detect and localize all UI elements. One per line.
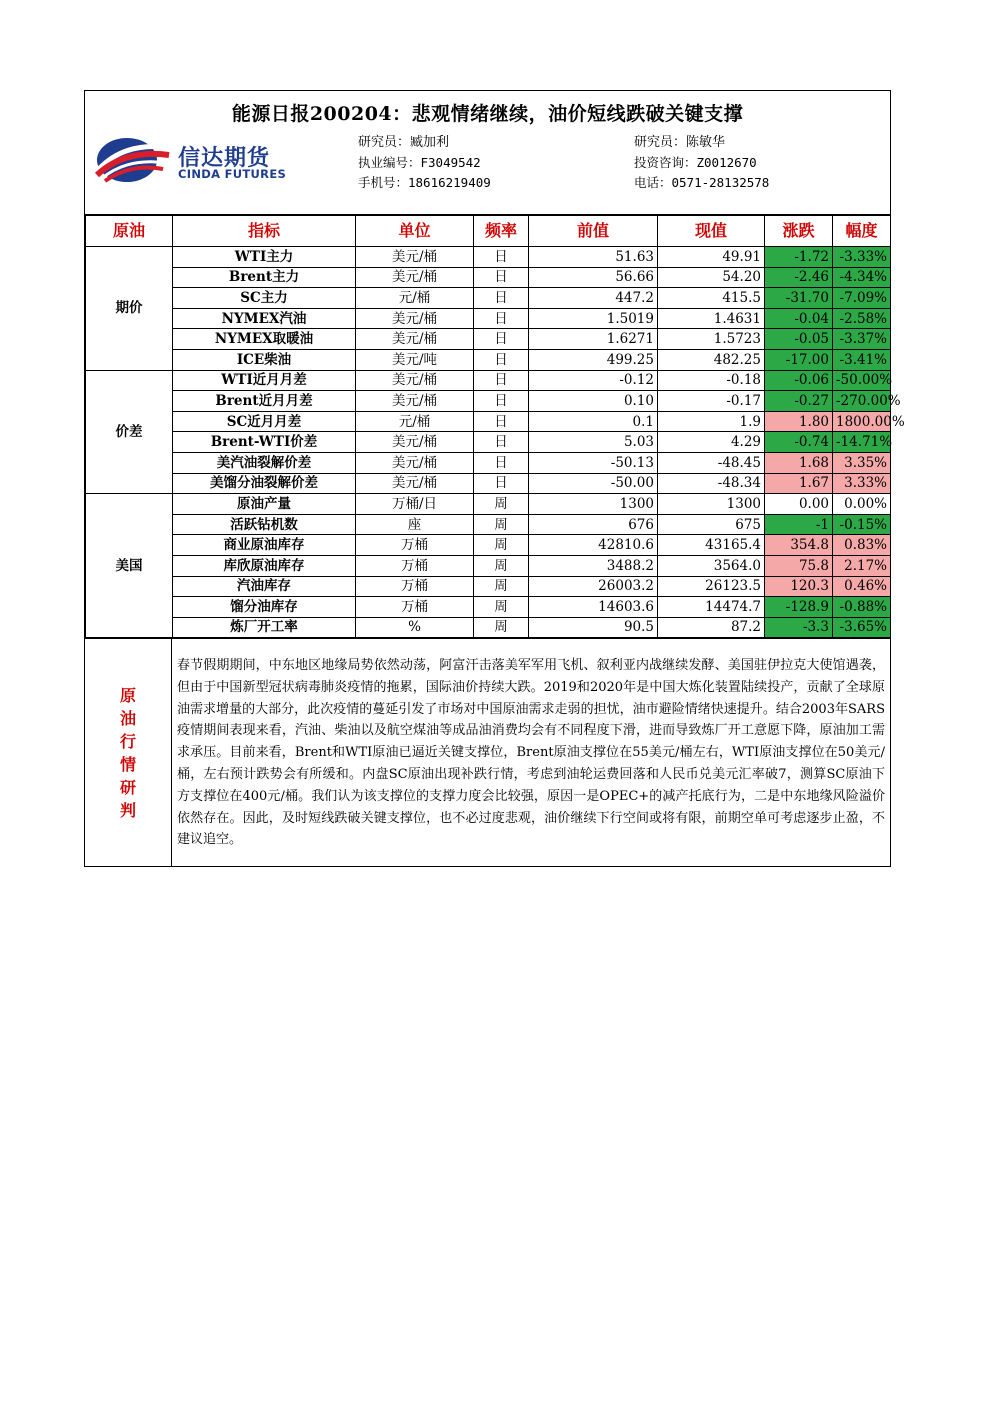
table-row [86,411,891,432]
current-value-cell: 54.20 [658,267,765,288]
table-row [86,288,891,309]
unit-cell: 万桶/日 [356,494,474,515]
analysis-label [85,639,172,866]
current-value-cell: 482.25 [658,349,765,370]
change-cell: -0.74 [765,432,833,453]
col-header-change: 涨跌 [765,216,833,247]
change-cell: -0.04 [765,308,833,329]
previous-value-cell: 1.5019 [529,308,658,329]
frequency-cell: 日 [474,391,529,412]
indicator-cell: Brent-WTI价差 [173,432,356,453]
frequency-cell: 周 [474,514,529,535]
unit-cell: 美元/桶 [356,308,474,329]
change-cell: 354.8 [765,535,833,556]
analysis-label-char: 判 [119,800,136,820]
frequency-cell: 日 [474,247,529,268]
percent-change-cell: 2.17% [833,555,891,576]
analyst-block-1 [358,133,491,193]
analysis-label-char: 研 [119,777,136,797]
percent-change-cell: -50.00% [833,370,891,391]
change-cell: -0.27 [765,391,833,412]
report-sheet [84,90,905,867]
change-cell: 1.80 [765,411,833,432]
previous-value-cell: 3488.2 [529,555,658,576]
frequency-cell: 日 [474,267,529,288]
current-value-cell: -0.18 [658,370,765,391]
col-header-previous: 前值 [529,216,658,247]
table-row [86,349,891,370]
analysis-label-char: 情 [119,754,136,774]
current-value-cell: 26123.5 [658,576,765,597]
table-row [86,247,891,268]
percent-change-cell: -0.15% [833,514,891,535]
indicator-cell: 原油产量 [173,494,356,515]
change-cell: -17.00 [765,349,833,370]
percent-change-cell: -4.34% [833,267,891,288]
table-row [86,576,891,597]
analyst-researcher: 研究员：臧加利 [358,135,450,150]
table-row [86,494,891,515]
unit-cell: 美元/桶 [356,432,474,453]
percent-change-cell: -3.37% [833,329,891,350]
frequency-cell: 日 [474,452,529,473]
previous-value-cell: 90.5 [529,617,658,638]
indicator-cell: WTI近月月差 [173,370,356,391]
unit-cell: 万桶 [356,535,474,556]
previous-value-cell: -50.00 [529,473,658,494]
indicator-cell: NYMEX汽油 [173,308,356,329]
analyst-block-2 [634,133,769,193]
unit-cell: 座 [356,514,474,535]
indicator-cell: 炼厂开工率 [173,617,356,638]
category-cell: 美国 [86,494,173,638]
percent-change-cell: -3.41% [833,349,891,370]
table-row [86,329,891,350]
percent-change-cell: 1800.00% [833,411,891,432]
previous-value-cell: 447.2 [529,288,658,309]
table-row [86,535,891,556]
unit-cell: 美元/桶 [356,473,474,494]
percent-change-cell: -270.00% [833,391,891,412]
current-value-cell: 14474.7 [658,597,765,618]
current-value-cell: 1300 [658,494,765,515]
col-header-percent: 幅度 [833,216,891,247]
change-cell: -0.06 [765,370,833,391]
previous-value-cell: 14603.6 [529,597,658,618]
col-header-frequency: 频率 [474,216,529,247]
current-value-cell: 415.5 [658,288,765,309]
col-header-unit: 单位 [356,216,474,247]
analysis-section [85,638,890,866]
percent-change-cell: 3.33% [833,473,891,494]
previous-value-cell: 42810.6 [529,535,658,556]
report-title: 能源日报200204：悲观情绪继续，油价短线跌破关键支撑 [231,103,744,125]
market-data-table [85,215,905,638]
current-value-cell: 675 [658,514,765,535]
frequency-cell: 日 [474,288,529,309]
table-row [86,452,891,473]
frequency-cell: 周 [474,555,529,576]
table-body [86,247,905,638]
indicator-cell: 活跃钻机数 [173,514,356,535]
previous-value-cell: 0.1 [529,411,658,432]
frequency-cell: 周 [474,597,529,618]
table-row [86,391,891,412]
table-row [86,617,891,638]
percent-change-cell: 0.83% [833,535,891,556]
percent-change-cell: -3.33% [833,247,891,268]
unit-cell: 美元/桶 [356,391,474,412]
frequency-cell: 日 [474,432,529,453]
indicator-cell: 库欣原油库存 [173,555,356,576]
table-row [86,473,891,494]
logo-english-text: CINDA FUTURES [178,167,287,181]
table-row [86,370,891,391]
frequency-cell: 日 [474,473,529,494]
indicator-cell: ICE柴油 [173,349,356,370]
previous-value-cell: 1.6271 [529,329,658,350]
current-value-cell: 43165.4 [658,535,765,556]
change-cell: -128.9 [765,597,833,618]
change-cell: -2.46 [765,267,833,288]
percent-change-cell: 3.35% [833,452,891,473]
current-value-cell: 1.9 [658,411,765,432]
table-row [86,308,891,329]
change-cell: 75.8 [765,555,833,576]
frequency-cell: 周 [474,576,529,597]
frequency-cell: 周 [474,617,529,638]
indicator-cell: Brent主力 [173,267,356,288]
current-value-cell: 87.2 [658,617,765,638]
report-header [85,91,890,215]
percent-change-cell: -2.58% [833,308,891,329]
cinda-logo-icon [93,135,173,185]
change-cell: -0.05 [765,329,833,350]
percent-change-cell: 0.00% [833,494,891,515]
change-cell: 0.00 [765,494,833,515]
previous-value-cell: 26003.2 [529,576,658,597]
change-cell: -3.3 [765,617,833,638]
category-cell: 价差 [86,370,173,494]
previous-value-cell: 499.25 [529,349,658,370]
unit-cell: 美元/桶 [356,267,474,288]
percent-change-cell: 0.46% [833,576,891,597]
frequency-cell: 周 [474,535,529,556]
unit-cell: 美元/桶 [356,329,474,350]
previous-value-cell: 5.03 [529,432,658,453]
indicator-cell: 汽油库存 [173,576,356,597]
frequency-cell: 日 [474,370,529,391]
col-header-current: 现值 [658,216,765,247]
percent-change-cell: -0.88% [833,597,891,618]
previous-value-cell: 1300 [529,494,658,515]
frequency-cell: 日 [474,349,529,370]
indicator-cell: WTI主力 [173,247,356,268]
current-value-cell: 4.29 [658,432,765,453]
analyst-license: 投资咨询：Z0012670 [634,155,757,170]
table-row [86,267,891,288]
indicator-cell: 美馏分油裂解价差 [173,473,356,494]
table-header-row [86,216,891,247]
unit-cell: 元/桶 [356,288,474,309]
current-value-cell: -48.45 [658,452,765,473]
current-value-cell: 1.4631 [658,308,765,329]
unit-cell: 万桶 [356,576,474,597]
indicator-cell: NYMEX取暖油 [173,329,356,350]
unit-cell: 美元/吨 [356,349,474,370]
current-value-cell: -0.17 [658,391,765,412]
percent-change-cell: -7.09% [833,288,891,309]
unit-cell: 元/桶 [356,411,474,432]
change-cell: -1 [765,514,833,535]
indicator-cell: 美汽油裂解价差 [173,452,356,473]
analysis-label-char: 原 [119,685,136,705]
previous-value-cell: 0.10 [529,391,658,412]
indicator-cell: 馏分油库存 [173,597,356,618]
previous-value-cell: 676 [529,514,658,535]
table-row [86,555,891,576]
col-header-indicator: 指标 [173,216,356,247]
indicator-cell: Brent近月月差 [173,391,356,412]
table-row [86,514,891,535]
frequency-cell: 日 [474,411,529,432]
unit-cell: 万桶 [356,555,474,576]
table-row [86,597,891,618]
change-cell: -1.72 [765,247,833,268]
analysis-label-char: 油 [119,708,136,728]
unit-cell: 美元/桶 [356,452,474,473]
category-cell: 期价 [86,247,173,371]
current-value-cell: 1.5723 [658,329,765,350]
previous-value-cell: -0.12 [529,370,658,391]
table-row [86,432,891,453]
frequency-cell: 周 [474,494,529,515]
percent-change-cell: -3.65% [833,617,891,638]
current-value-cell: 49.91 [658,247,765,268]
previous-value-cell: 51.63 [529,247,658,268]
indicator-cell: SC近月月差 [173,411,356,432]
previous-value-cell: -50.13 [529,452,658,473]
frequency-cell: 日 [474,308,529,329]
unit-cell: 美元/桶 [356,370,474,391]
col-header-category: 原油 [86,216,173,247]
indicator-cell: SC主力 [173,288,356,309]
frequency-cell: 日 [474,329,529,350]
analyst-researcher: 研究员：陈敏华 [634,135,726,150]
cinda-logo [93,135,293,185]
analyst-contact: 电话：0571-28132578 [634,175,770,190]
current-value-cell: -48.34 [658,473,765,494]
previous-value-cell: 56.66 [529,267,658,288]
change-cell: 1.67 [765,473,833,494]
indicator-cell: 商业原油库存 [173,535,356,556]
percent-change-cell: -14.71% [833,432,891,453]
analyst-license: 执业编号：F3049542 [358,155,481,170]
unit-cell: 万桶 [356,597,474,618]
analysis-label-char: 行 [119,731,136,751]
change-cell: 1.68 [765,452,833,473]
change-cell: -31.70 [765,288,833,309]
logo-chinese-text: 信达期货 [178,146,271,171]
current-value-cell: 3564.0 [658,555,765,576]
analyst-contact: 手机号：18616219409 [358,175,491,190]
analysis-text: 春节假期期间，中东地区地缘局势依然动荡，阿富汗击落美军军用飞机、叙利亚内战继续发酵、美国驻伊拉克大使馆遇袭，但由于中国新型冠状病毒肺炎疫情的拖累，国际油价持续大跌。2019和2020年是中国大炼化装置陆续投产，贡献了全球原油需求增量的大部分，此次疫情的蔓延引发了市场对中国原油需求走弱的担忧，油市避险情绪快速提升。结合2003年SARS疫情期间表现来看，汽油、柴油以及航空煤油等成品油消费均会有不同程度下滑，进而导致炼厂开工意愿下降，原油加工需求承压。目前来看，Brent和WTI原油已逼近关键支撑位，Brent原油支撑位在55美元/桶左右，WTI原油支撑位在50美元/桶，左右预计跌势会有所缓和。内盘SC原油出现补跌行情，考虑到油轮运费回落和人民币兑美元汇率破7，测算SC原油下方支撑位在400元/桶。我们认为该支撑位的支撑力度会比较强，原因一是OPEC+的减产托底行为，二是中东地缘风险溢价依然存在。因此，及时短线跌破关键支撑位，也不必过度悲观，油价继续下行空间或将有限，前期空单可考虑逐步止盈，不建议追空。 [177,658,885,848]
unit-cell: 美元/桶 [356,247,474,268]
change-cell: 120.3 [765,576,833,597]
unit-cell: % [356,617,474,638]
